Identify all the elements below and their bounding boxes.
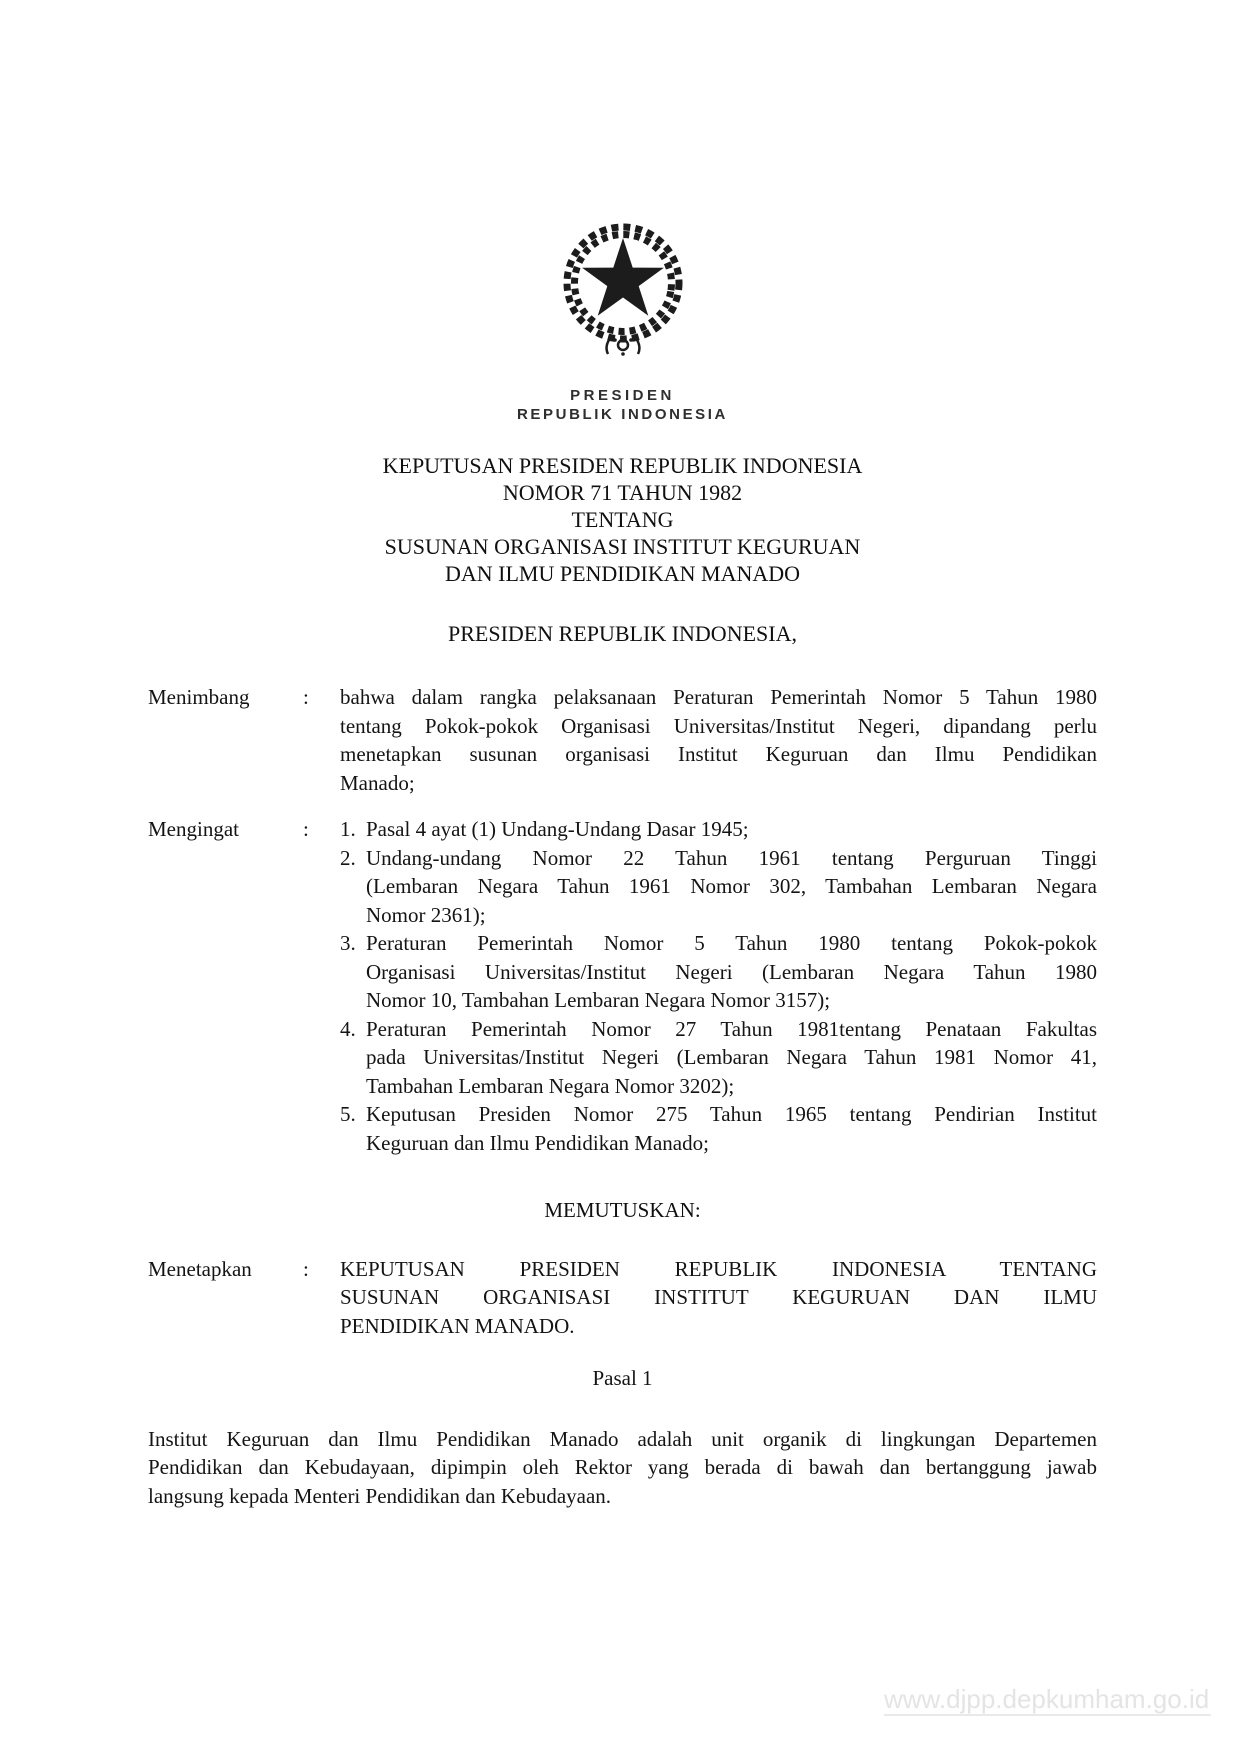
- text-line: Tambahan Lembaran Negara Nomor 3202);: [366, 1073, 735, 1098]
- letterhead: [148, 387, 1097, 424]
- text-line: PENDIDIKAN MANADO.: [340, 1313, 575, 1338]
- emblem-wrap: [148, 221, 1097, 366]
- menimbang-text: [340, 683, 1097, 797]
- text-line: Organisasi Universitas/Institut Negeri (Lembaran Negara Tahun 1980: [366, 959, 1097, 984]
- mengingat-item: [340, 844, 1097, 930]
- pasal-1-body: [148, 1425, 1097, 1511]
- text-line: Nomor 2361);: [366, 902, 486, 927]
- text-line: Pendidikan dan Kebudayaan, dipimpin oleh Rektor yang berada di bawah dan bertanggung jawab: [148, 1455, 1097, 1479]
- item-text: [366, 1100, 1097, 1157]
- watermark-url: www.djpp.depkumham.go.id: [884, 1684, 1210, 1714]
- item-text: [366, 844, 1097, 930]
- menimbang-colon: :: [303, 685, 309, 709]
- item-number: 3.: [340, 931, 356, 955]
- letterhead-republik-indonesia: REPUBLIK INDONESIA: [517, 406, 728, 423]
- salutation: PRESIDEN REPUBLIK INDONESIA,: [448, 621, 797, 646]
- text-line: Pasal 4 ayat (1) Undang-Undang Dasar 1945;: [366, 817, 749, 841]
- item-text: [366, 929, 1097, 1015]
- mengingat-item: [340, 1100, 1097, 1157]
- star-wreath-emblem-icon: [555, 221, 691, 361]
- mengingat-list: [340, 815, 1097, 1157]
- title-line-3: TENTANG: [571, 507, 674, 532]
- menimbang-label: Menimbang: [148, 685, 250, 709]
- mengingat-item: [340, 929, 1097, 1015]
- menetapkan-label: Menetapkan: [148, 1256, 252, 1281]
- text-line: Undang-undang Nomor 22 Tahun 1961 tentang Perguruan Tinggi: [366, 845, 1097, 870]
- item-text: [366, 815, 1097, 844]
- decree-title: [148, 452, 1097, 587]
- title-line-5: DAN ILMU PENDIDIKAN MANADO: [444, 561, 801, 586]
- menetapkan-colon: :: [303, 1256, 309, 1281]
- text-line: langsung kepada Menteri Pendidikan dan Kebudayaan.: [148, 1483, 612, 1508]
- text-line: menetapkan susunan organisasi Institut Keguruan dan Ilmu Pendidikan: [340, 742, 1097, 766]
- text-line: Keputusan Presiden Nomor 275 Tahun 1965 tentang Pendirian Institut: [366, 1102, 1097, 1126]
- menetapkan-clause: [148, 1255, 1097, 1341]
- pasal-1-heading: Pasal 1: [592, 1366, 653, 1390]
- text-line: KEPUTUSAN PRESIDEN REPUBLIK INDONESIA TENTANG: [340, 1256, 1097, 1281]
- memutuskan-heading: MEMUTUSKAN:: [544, 1198, 701, 1222]
- item-number: 4.: [340, 1016, 356, 1041]
- mengingat-label: Mengingat: [148, 817, 239, 841]
- text-line: Keguruan dan Ilmu Pendidikan Manado;: [366, 1130, 709, 1155]
- mengingat-clause: [148, 815, 1097, 1157]
- item-number: 5.: [340, 1102, 356, 1126]
- title-line-2: NOMOR 71 TAHUN 1982: [502, 480, 743, 505]
- text-line: Peraturan Pemerintah Nomor 27 Tahun 1981tentang Penataan Fakultas: [366, 1016, 1097, 1041]
- text-line: Institut Keguruan dan Ilmu Pendidikan Manado adalah unit organik di lingkungan Departemen: [148, 1426, 1097, 1451]
- menimbang-clause: [148, 683, 1097, 797]
- text-line: tentang Pokok-pokok Organisasi Universitas/Institut Negeri, dipandang perlu: [340, 713, 1097, 738]
- title-line-4: SUSUNAN ORGANISASI INSTITUT KEGURUAN: [384, 534, 861, 559]
- text-line: (Lembaran Negara Tahun 1961 Nomor 302, Tambahan Lembaran Negara: [366, 874, 1097, 898]
- letterhead-presiden: PRESIDEN: [570, 387, 675, 404]
- mengingat-colon: :: [303, 817, 309, 841]
- item-text: [366, 1015, 1097, 1101]
- mengingat-item: [340, 1015, 1097, 1101]
- menetapkan-text: [340, 1255, 1097, 1341]
- text-line: pada Universitas/Institut Negeri (Lembaran Negara Tahun 1981 Nomor 41,: [366, 1045, 1097, 1069]
- text-line: SUSUNAN ORGANISASI INSTITUT KEGURUAN DAN ILMU: [340, 1285, 1097, 1309]
- item-number: 1.: [340, 817, 356, 841]
- text-line: Manado;: [340, 770, 415, 795]
- item-number: 2.: [340, 845, 356, 870]
- text-line: bahwa dalam rangka pelaksanaan Peraturan Pemerintah Nomor 5 Tahun 1980: [340, 685, 1097, 709]
- title-line-1: KEPUTUSAN PRESIDEN REPUBLIK INDONESIA: [382, 453, 863, 478]
- star-icon: [582, 238, 664, 316]
- mengingat-item: [340, 815, 1097, 844]
- clauses: [148, 683, 1097, 1510]
- text-line: Nomor 10, Tambahan Lembaran Negara Nomor 3157);: [366, 988, 831, 1012]
- text-line: Peraturan Pemerintah Nomor 5 Tahun 1980 tentang Pokok-pokok: [366, 931, 1097, 955]
